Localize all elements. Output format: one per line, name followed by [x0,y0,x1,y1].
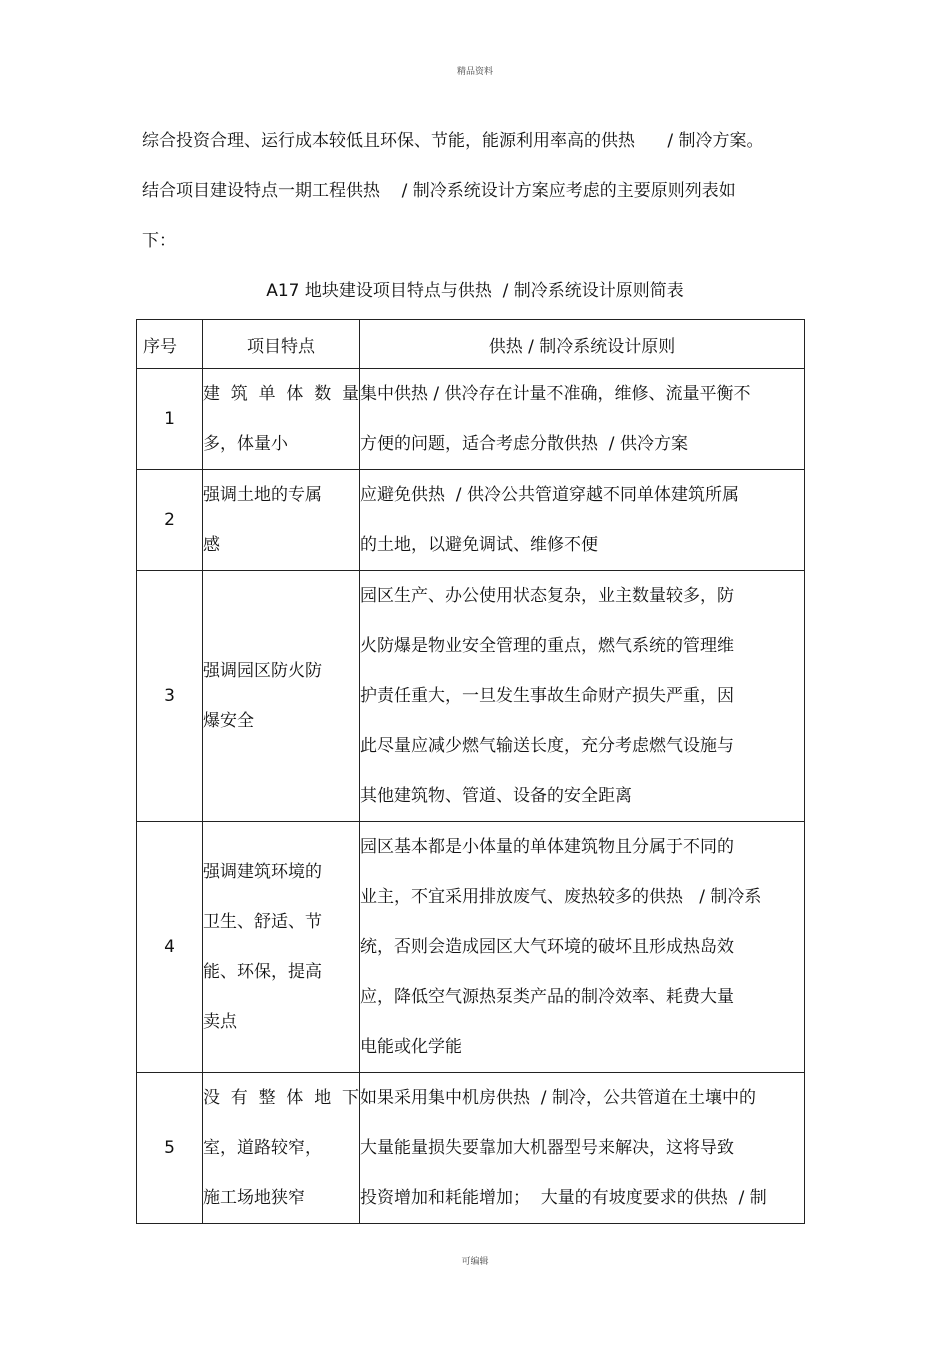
principle-line: 电能或化学能 [360,1037,462,1057]
feature-line: 强调土地的专属 [203,485,322,505]
table-row [137,822,805,1073]
feature-line: 能、环保，提高 [203,962,322,982]
row-feature [203,822,360,1073]
table-row [137,571,805,822]
paragraph-line-1: 综合投资合理、运行成本较低且环保、节能，能源利用率高的供热 / 制冷方案。 [142,131,764,151]
row-principle [360,470,805,571]
principle-line: 集中供热 / 供冷存在计量不准确，维修、流量平衡不 [360,384,751,404]
principle-line: 其他建筑物、管道、设备的安全距离 [360,786,632,806]
page-header: 精品资料 [456,67,493,77]
row-principle [360,1073,805,1224]
page-footer: 可编辑 [461,1257,489,1267]
principle-line: 应，降低空气源热泵类产品的制冷效率、耗费大量 [360,987,734,1007]
row-principle [360,369,805,470]
table-header-row [137,320,805,369]
paragraph-line-3: 下： [142,231,176,251]
row-number: 3 [137,571,203,822]
feature-line: 强调建筑环境的 [203,862,322,882]
table-caption: A17 地块建设项目特点与供热 / 制冷系统设计原则简表 [266,281,684,301]
principle-line: 如果采用集中机房供热 / 制冷，公共管道在土壤中的 [360,1088,756,1108]
principle-line: 园区生产、办公使用状态复杂，业主数量较多，防 [360,586,734,606]
header-principle: 供热 / 制冷系统设计原则 [360,320,805,369]
principle-line: 应避免供热 / 供冷公共管道穿越不同单体建筑所属 [360,485,739,505]
principle-line: 的土地，以避免调试、维修不便 [360,535,598,555]
row-number: 4 [137,822,203,1073]
feature-line: 卖点 [203,1012,237,1032]
row-principle [360,571,805,822]
feature-line: 卫生、舒适、节 [203,912,322,932]
row-feature [203,470,360,571]
row-number: 5 [137,1073,203,1224]
principle-line: 火防爆是物业安全管理的重点，燃气系统的管理维 [360,636,734,656]
row-number: 1 [137,369,203,470]
principle-line: 投资增加和耗能增加； 大量的有坡度要求的供热 / 制 [360,1188,767,1208]
table-row [137,369,805,470]
principle-line: 方便的问题，适合考虑分散供热 / 供冷方案 [360,434,688,454]
paragraph-line-2: 结合项目建设特点一期工程供热 / 制冷系统设计方案应考虑的主要原则列表如 [142,181,736,201]
feature-line: 感 [203,535,220,555]
principle-line: 统，否则会造成园区大气环境的破坏且形成热岛效 [360,937,734,957]
header-number: 序号 [137,320,203,369]
row-principle [360,822,805,1073]
principle-line: 护责任重大，一旦发生事故生命财产损失严重，因 [360,686,734,706]
feature-line: 没 有 整 体 地 下 [203,1088,359,1108]
feature-line: 室，道路较窄， [203,1138,322,1158]
design-principles-table [136,319,805,1224]
principle-line: 大量能量损失要靠加大机器型号来解决，这将导致 [360,1138,734,1158]
feature-line: 施工场地狭窄 [203,1188,305,1208]
principle-line: 此尽量应减少燃气输送长度，充分考虑燃气设施与 [360,736,734,756]
row-number: 2 [137,470,203,571]
feature-line: 强调园区防火防 [203,661,322,681]
principle-line: 业主，不宜采用排放废气、废热较多的供热 / 制冷系 [360,887,762,907]
row-feature [203,369,360,470]
feature-line: 爆安全 [203,711,254,731]
table-row [137,470,805,571]
feature-line: 多，体量小 [203,434,288,454]
header-feature: 项目特点 [203,320,360,369]
row-feature [203,1073,360,1224]
principle-line: 园区基本都是小体量的单体建筑物且分属于不同的 [360,837,734,857]
row-feature [203,571,360,822]
feature-line: 建 筑 单 体 数 量 [203,384,359,404]
table-row [137,1073,805,1224]
